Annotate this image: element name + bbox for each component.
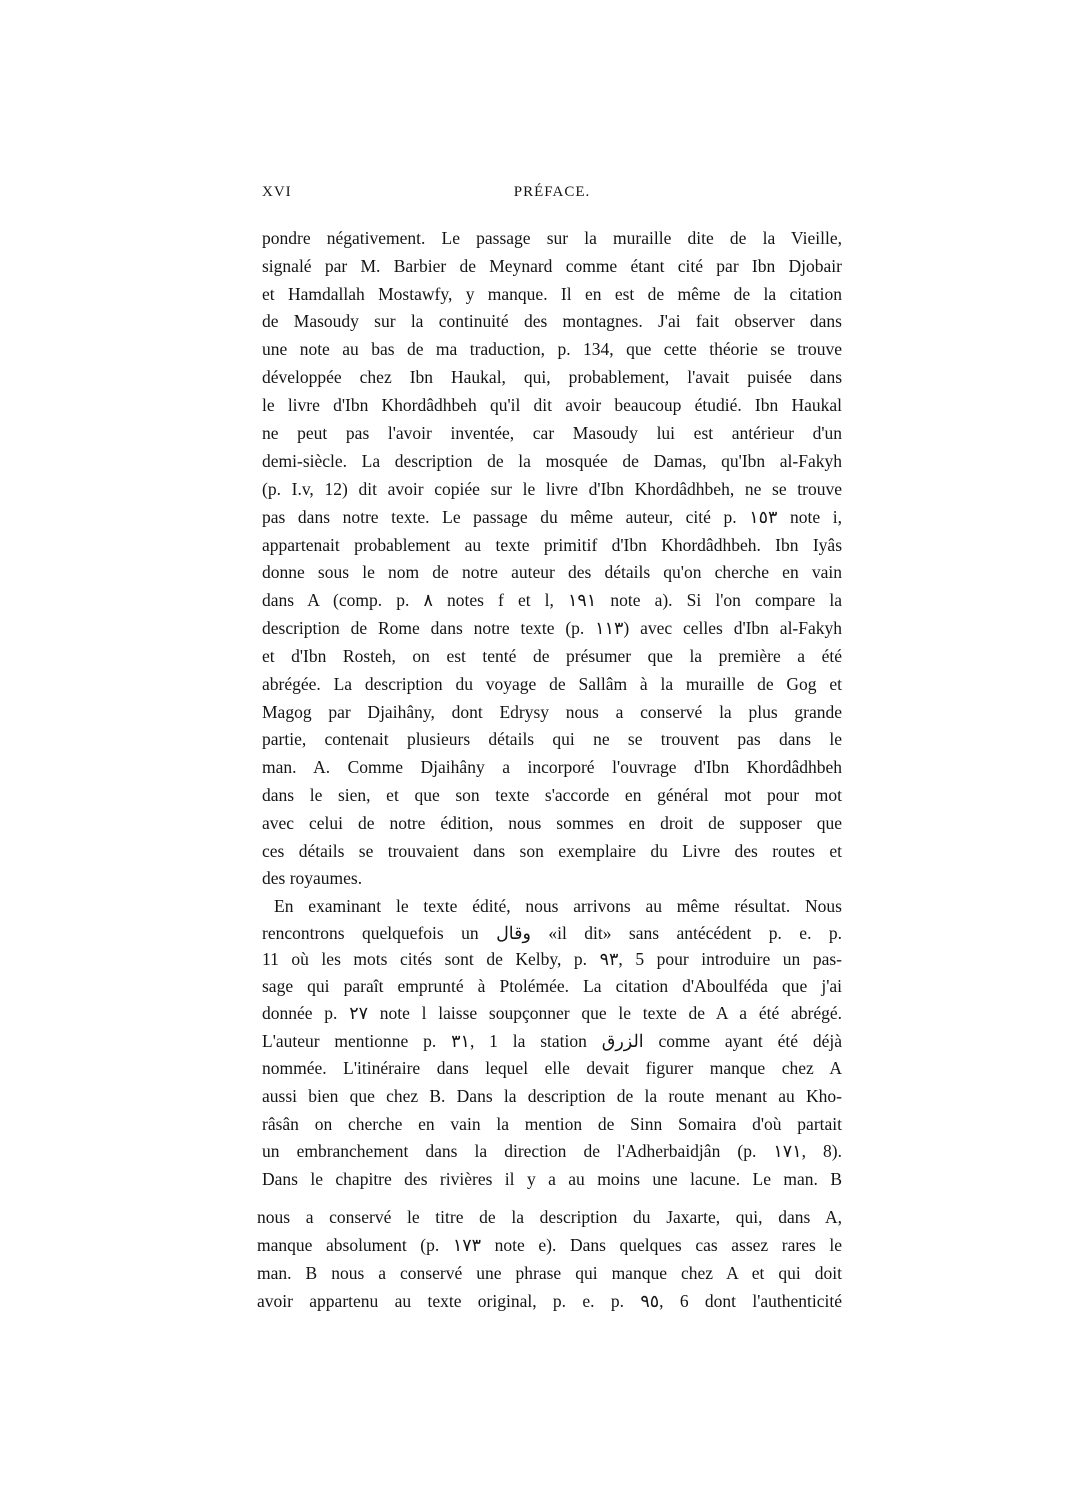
text-line: et Hamdallah Mostawfy, y manque. Il en est de même de la citation xyxy=(262,284,842,304)
text-line: L'auteur mentionne p. ٣١, 1 la station الزرق comme ayant été déjà xyxy=(262,1031,843,1051)
text-line: demi-siècle. La description de la mosquée de Damas, qu'Ibn al-Fakyh xyxy=(262,451,842,471)
text-line: manque absolument (p. ١٧٣ note e). Dans quelques cas assez rares le xyxy=(257,1235,843,1255)
text-line: Dans le chapitre des rivières il y a au moins une lacune. Le man. B xyxy=(262,1169,842,1189)
text-line: man. A. Comme Djaihâny a incorporé l'ouvrage d'Ibn Khordâdhbeh xyxy=(262,757,842,777)
text-line: dans le sien, et que son texte s'accorde en général mot pour mot xyxy=(262,785,842,805)
text-line: signalé par M. Barbier de Meynard comme étant cité par Ibn Djobair xyxy=(262,256,842,276)
text-line: avec celui de notre édition, nous sommes en droit de supposer que xyxy=(262,813,842,833)
text-line: le livre d'Ibn Khordâdhbeh qu'il dit avoir beaucoup étudié. Ibn Haukal xyxy=(262,395,842,415)
text-line: man. B nous a conservé une phrase qui manque chez A et qui doit xyxy=(257,1263,842,1283)
text-line: donnée p. ٢٧ note l laisse soupçonner que le texte de A a été abrégé. xyxy=(262,1003,842,1023)
text-line: râsân on cherche en vain la mention de Sinn Somaira d'où partait xyxy=(262,1114,842,1134)
text-line: nommée. L'itinéraire dans lequel elle devait figurer manque chez A xyxy=(262,1058,842,1078)
text-line: sage qui paraît emprunté à Ptolémée. La citation d'Aboulféda que j'ai xyxy=(262,976,842,996)
text-line: des royaumes. xyxy=(262,868,363,888)
text-line: 11 où les mots cités sont de Kelby, p. ٩٣, 5 pour introduire un pas- xyxy=(262,949,843,969)
text-line: de Masoudy sur la continuité des montagnes. J'ai fait observer dans xyxy=(262,311,842,331)
text-line: pas dans notre texte. Le passage du même auteur, cité p. ١٥٣ note i, xyxy=(262,507,842,527)
text-line: partie, contenait plusieurs détails qui ne se trouvent pas dans le xyxy=(262,729,842,749)
text-line: appartenait probablement au texte primitif d'Ibn Khordâdhbeh. Ibn Iyâs xyxy=(262,535,842,555)
text-line: aussi bien que chez B. Dans la description de la route menant au Kho- xyxy=(262,1086,842,1106)
text-line: dans A (comp. p. ٨ notes f et l, ١٩١ note a). Si l'on compare la xyxy=(262,590,842,610)
text-line: ne peut pas l'avoir inventée, car Masoudy lui est antérieur d'un xyxy=(262,423,842,443)
text-line: développée chez Ibn Haukal, qui, probablement, l'avait puisée dans xyxy=(262,367,842,387)
text-line: avoir appartenu au texte original, p. e. p. ٩٥, 6 dont l'authenticité xyxy=(257,1291,842,1311)
running-title: PRÉFACE. xyxy=(513,184,591,200)
text-line: (p. I.v, 12) dit avoir copiée sur le livre d'Ibn Khordâdhbeh, ne se trouve xyxy=(262,479,842,499)
text-line: un embranchement dans la direction de l'Adherbaidjân (p. ١٧١, 8). xyxy=(262,1141,843,1161)
text-line: rencontrons quelquefois un وقال «il dit» sans antécédent p. e. p. xyxy=(262,923,842,943)
text-line: ces détails se trouvaient dans son exemplaire du Livre des routes et xyxy=(262,841,842,861)
text-line: Magog par Djaihâny, dont Edrysy nous a conservé la plus grande xyxy=(262,702,842,722)
text-line: abrégée. La description du voyage de Sallâm à la muraille de Gog et xyxy=(262,674,842,694)
page-number: XVI xyxy=(262,184,292,200)
text-line: description de Rome dans notre texte (p. ١١٣) avec celles d'Ibn al-Fakyh xyxy=(262,618,843,638)
running-head xyxy=(262,184,842,208)
text-line: une note au bas de ma traduction, p. 134, que cette théorie se trouve xyxy=(262,339,842,359)
text-line: nous a conservé le titre de la description du Jaxarte, qui, dans A, xyxy=(257,1207,842,1227)
text-line: pondre négativement. Le passage sur la muraille dite de la Vieille, xyxy=(262,228,842,248)
text-line: et d'Ibn Rosteh, on est tenté de présumer que la première a été xyxy=(262,646,842,666)
paragraph-first-line: En examinant le texte édité, nous arrivons au même résultat. Nous xyxy=(274,896,842,916)
text-line: donne sous le nom de notre auteur des détails qu'on cherche en vain xyxy=(262,562,842,582)
